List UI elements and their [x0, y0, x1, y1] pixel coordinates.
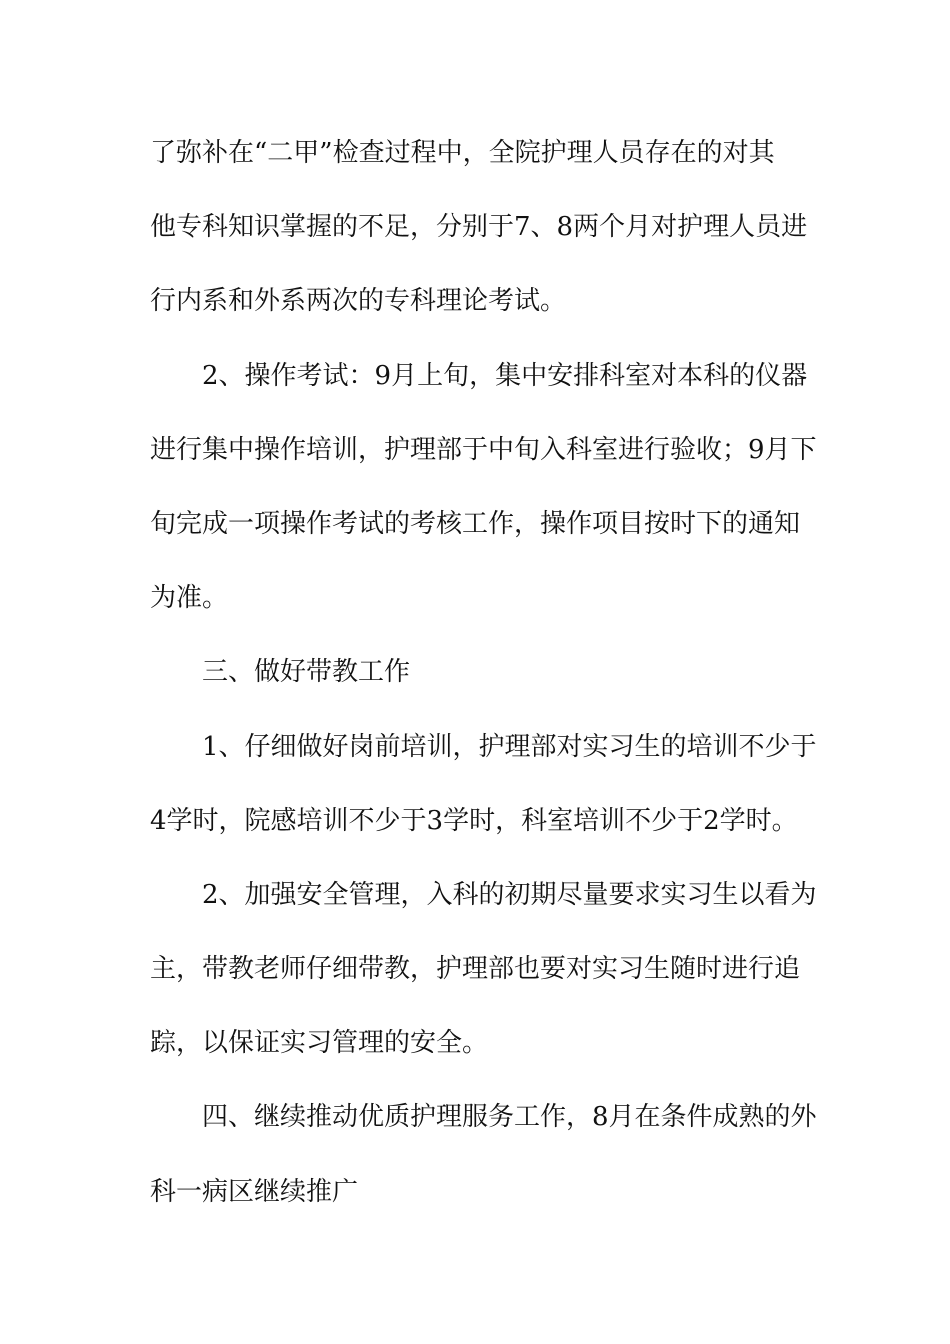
- section-heading: 四、继续推动优质护理服务工作，8月在条件成熟的外: [202, 1102, 817, 1133]
- section-heading: 三、做好带教工作: [202, 657, 411, 688]
- text-line: 2、操作考试：9月上旬，集中安排科室对本科的仪器: [202, 360, 808, 391]
- text-line: 4学时，院感培训不少于3学时，科室培训不少于2学时。: [150, 805, 798, 836]
- text-line: 旬完成一项操作考试的考核工作，操作项目按时下的通知: [150, 508, 801, 539]
- text-line: 行内系和外系两次的专科理论考试。: [150, 286, 567, 317]
- text-line: 他专科知识掌握的不足，分别于7、8两个月对护理人员进: [150, 212, 808, 243]
- text-line: 2、加强安全管理，入科的初期尽量要求实习生以看为: [202, 879, 817, 910]
- text-line: 科一病区继续推广: [150, 1176, 359, 1207]
- text-line: 进行集中操作培训，护理部于中旬入科室进行验收；9月下: [150, 434, 817, 465]
- text-line: 主，带教老师仔细带教，护理部也要对实习生随时进行追: [150, 954, 801, 985]
- text-line: 了弥补在“二甲”检查过程中，全院护理人员存在的对其: [150, 138, 775, 168]
- text-line: 1、仔细做好岗前培训，护理部对实习生的培训不少于: [202, 731, 817, 762]
- text-line: 踪，以保证实习管理的安全。: [150, 1028, 489, 1059]
- text-line: 为准。: [150, 583, 229, 614]
- document-body: [150, 122, 817, 1235]
